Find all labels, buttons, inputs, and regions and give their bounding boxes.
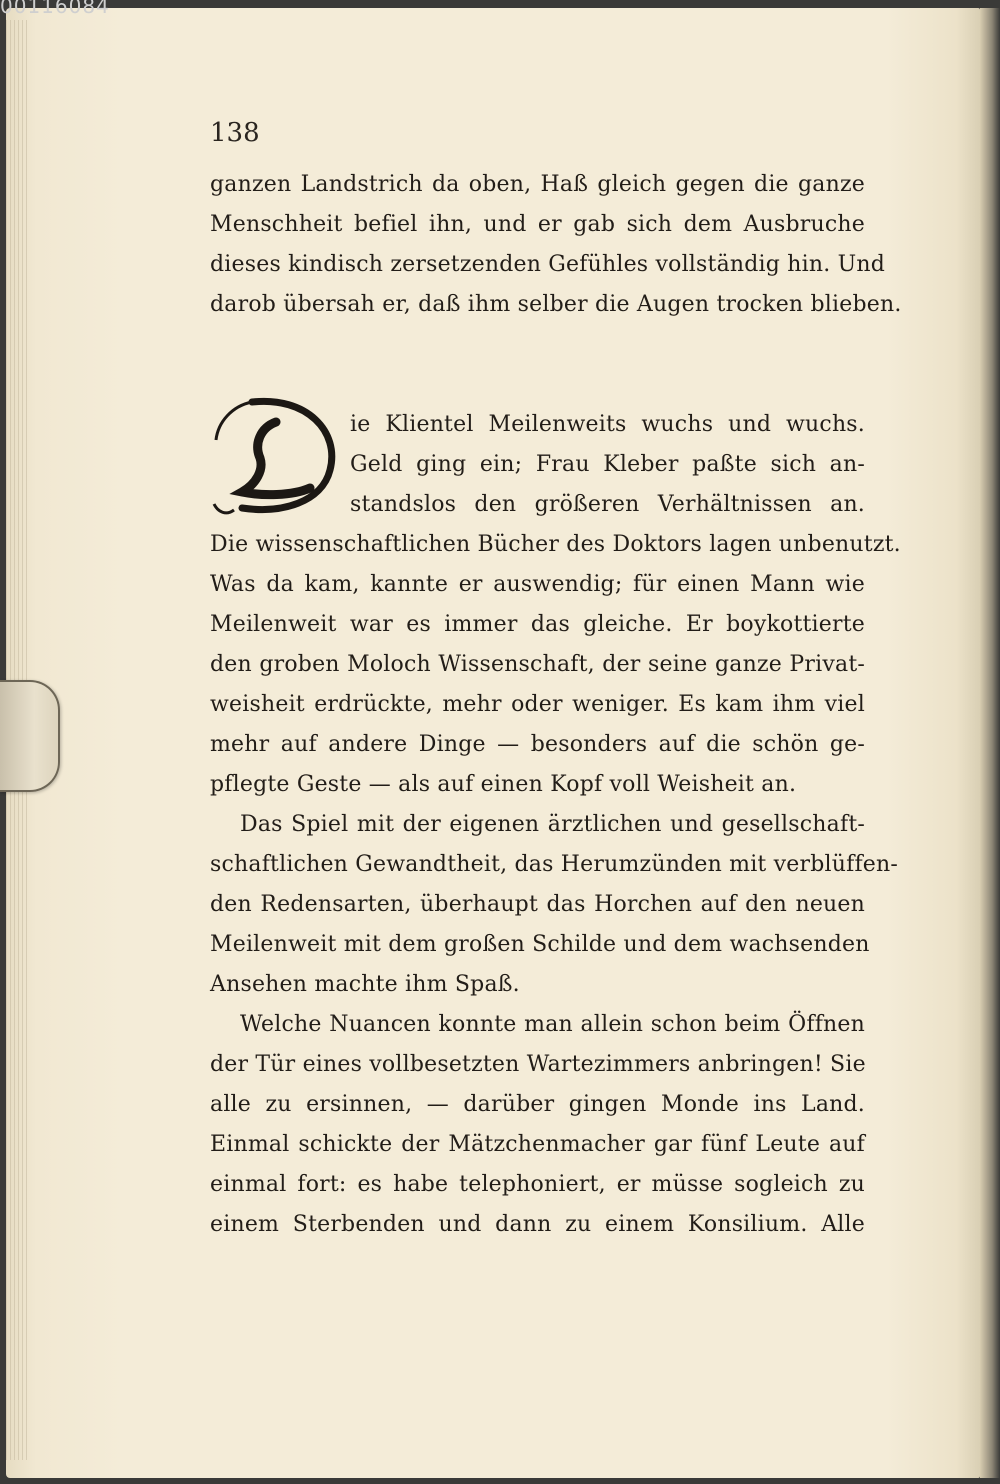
text-line: standslos den größeren Verhältnissen an. — [350, 492, 865, 517]
text-line: einem Sterbenden und dann zu einem Konsilium. Alle — [210, 1212, 865, 1237]
text-line: ie Klientel Meilenweits wuchs und wuchs. — [350, 412, 865, 437]
scan-id-label: 00116084 — [0, 0, 110, 18]
text-line: Die wissenschaftlichen Bücher des Doktors lagen unbenutzt. — [210, 532, 901, 557]
text-line: den groben Moloch Wissenschaft, der seine ganze Privat- — [210, 652, 865, 677]
book-spine-shadow — [980, 8, 1000, 1478]
page-clip — [0, 680, 60, 792]
text-line: ganzen Landstrich da oben, Haß gleich gegen die ganze — [210, 172, 865, 197]
text-line: weisheit erdrückte, mehr oder weniger. Es kam ihm viel — [210, 692, 865, 717]
text-line: dieses kindisch zersetzenden Gefühles vollständig hin. Und — [210, 252, 886, 277]
text-line: alle zu ersinnen, — darüber gingen Monde ins Land. — [210, 1092, 865, 1117]
drop-cap-letter: D — [271, 474, 281, 485]
text-line: den Redensarten, überhaupt das Horchen auf den neuen — [210, 892, 865, 917]
text-line: Ansehen machte ihm Spaß. — [210, 972, 520, 997]
text-line: pflegte Geste — als auf einen Kopf voll Weisheit an. — [210, 772, 797, 797]
text-line: schaftlichen Gewandtheit, das Herumzünden mit verblüffen- — [210, 852, 899, 877]
drop-cap-d — [212, 392, 340, 518]
text-line: Das Spiel mit der eigenen ärztlichen und gesellschaft- — [240, 812, 865, 837]
text-line: darob übersah er, daß ihm selber die Augen trocken blieben. — [210, 292, 902, 317]
text-line: Welche Nuancen konnte man allein schon beim Öffnen — [240, 1012, 865, 1037]
text-line: einmal fort: es habe telephoniert, er müsse sogleich zu — [210, 1172, 865, 1197]
text-line: Einmal schickte der Mätzchenmacher gar fünf Leute auf — [210, 1132, 865, 1157]
text-line: der Tür eines vollbesetzten Wartezimmers anbringen! Sie — [210, 1052, 866, 1077]
text-line: Meilenweit mit dem großen Schilde und dem wachsenden — [210, 932, 870, 957]
text-line: Meilenweit war es immer das gleiche. Er boykottierte — [210, 612, 865, 637]
text-line: mehr auf andere Dinge — besonders auf die schön ge- — [210, 732, 865, 757]
page-number: 138 — [210, 118, 260, 148]
text-line: Menschheit befiel ihn, und er gab sich dem Ausbruche — [210, 212, 865, 237]
text-line: Geld ging ein; Frau Kleber paßte sich an- — [350, 452, 865, 477]
text-line: Was da kam, kannte er auswendig; für einen Mann wie — [210, 572, 865, 597]
